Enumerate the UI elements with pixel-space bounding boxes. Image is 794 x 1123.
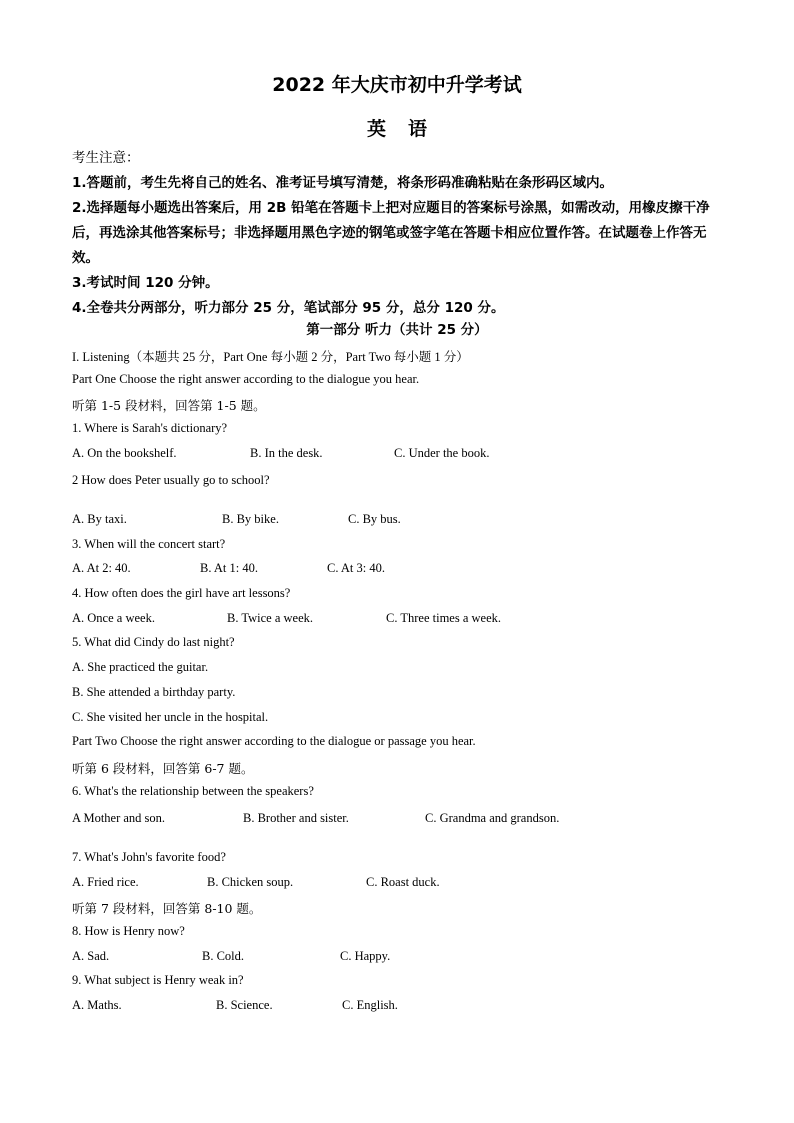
question-4: 4. How often does the girl have art lessons? <box>72 586 291 600</box>
q4-option-a: A. Once a week. <box>72 611 155 625</box>
notice-item-3: 3.考试时间 120 分钟。 <box>72 275 219 291</box>
question-3: 3. When will the concert start? <box>72 537 226 551</box>
q9-option-c: C. English. <box>342 998 398 1012</box>
q5-option-a: A. She practiced the guitar. <box>72 660 209 674</box>
q1-option-a: A. On the bookshelf. <box>72 446 177 460</box>
q2-option-a: A. By taxi. <box>72 512 127 526</box>
material-1-5: 听第 1-5 段材料，回答第 1-5 题。 <box>72 398 266 413</box>
material-8-10: 听第 7 段材料，回答第 8-10 题。 <box>72 901 262 916</box>
q5-option-c: C. She visited her uncle in the hospital. <box>72 710 269 724</box>
exam-title: 2022 年大庆市初中升学考试 <box>272 74 522 96</box>
q8-option-b: B. Cold. <box>202 949 245 963</box>
q3-option-b: B. At 1: 40. <box>200 561 258 575</box>
q2-option-b: B. By bike. <box>222 512 279 526</box>
q7-option-a: A. Fried rice. <box>72 875 139 889</box>
q1-option-b: B. In the desk. <box>250 446 323 460</box>
q8-option-a: A. Sad. <box>72 949 110 963</box>
notice-item-1: 1.答题前，考生先将自己的姓名、准考证号填写清楚，将条形码准确粘贴在条形码区域内。 <box>72 175 614 191</box>
notice-item-2: 2.选择题每小题选出答案后，用 2B 铅笔在答题卡上把对应题目的答案标号涂黑，如需改动，用橡皮擦干净后，再选涂其他答案标号；非选择题用黑色字迹的钢笔或签字笔在答题卡相应位置作答。在试题卷上作答无效。 <box>72 200 710 266</box>
question-2: 2 How does Peter usually go to school? <box>72 473 270 487</box>
question-1: 1. Where is Sarah's dictionary? <box>72 421 228 435</box>
listening-heading: I. Listening（本题共 25 分，Part One 每小题 2 分，Part Two 每小题 1 分） <box>72 350 469 364</box>
q9-option-a: A. Maths. <box>72 998 122 1012</box>
q3-option-a: A. At 2: 40. <box>72 561 131 575</box>
part-two-instruction: Part Two Choose the right answer according to the dialogue or passage you hear. <box>72 734 476 748</box>
q5-option-b: B. She attended a birthday party. <box>72 685 236 699</box>
q4-option-b: B. Twice a week. <box>227 611 314 625</box>
q1-option-c: C. Under the book. <box>394 446 490 460</box>
part-one-instruction: Part One Choose the right answer according to the dialogue you hear. <box>72 372 420 386</box>
q2-option-c: C. By bus. <box>348 512 401 526</box>
q6-option-a: A Mother and son. <box>72 811 166 825</box>
q4-option-c: C. Three times a week. <box>386 611 502 625</box>
notice-item-4: 4.全卷共分两部分，听力部分 25 分，笔试部分 95 分，总分 120 分。 <box>72 300 505 316</box>
notice-heading: 考生注意： <box>72 150 140 166</box>
q6-option-b: B. Brother and sister. <box>243 811 349 825</box>
question-6: 6. What's the relationship between the speakers? <box>72 784 314 798</box>
question-7: 7. What's John's favorite food? <box>72 850 226 864</box>
question-8: 8. How is Henry now? <box>72 924 185 938</box>
q3-option-c: C. At 3: 40. <box>327 561 385 575</box>
q7-option-b: B. Chicken soup. <box>207 875 294 889</box>
q6-option-c: C. Grandma and grandson. <box>425 811 560 825</box>
section-title: 第一部分 听力（共计 25 分） <box>306 322 488 338</box>
subject-title: 英语 <box>366 118 449 140</box>
material-6-7: 听第 6 段材料，回答第 6-7 题。 <box>72 761 254 776</box>
question-9: 9. What subject is Henry weak in? <box>72 973 244 987</box>
question-5: 5. What did Cindy do last night? <box>72 635 235 649</box>
q7-option-c: C. Roast duck. <box>366 875 440 889</box>
q8-option-c: C. Happy. <box>340 949 391 963</box>
q9-option-b: B. Science. <box>216 998 273 1012</box>
